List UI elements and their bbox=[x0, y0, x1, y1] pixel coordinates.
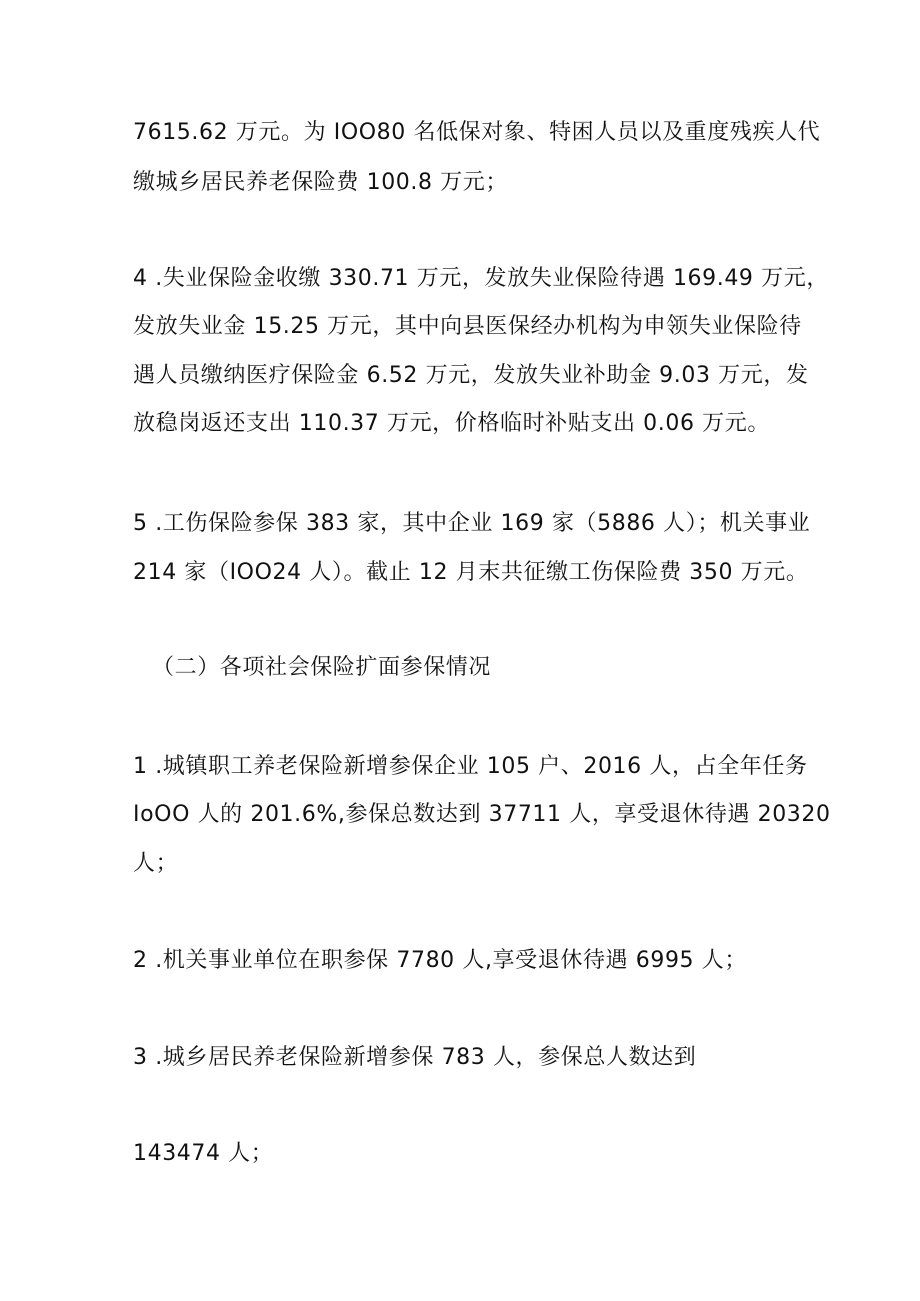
text-line: IoOO 人的 201.6%,参保总数达到 37711 人，享受退休待遇 20320 bbox=[133, 802, 831, 827]
text-line: 遇人员缴纳医疗保险金 6.52 万元，发放失业补助金 9.03 万元，发 bbox=[133, 363, 809, 388]
text-line: 4 .失业保险金收缴 330.71 万元，发放失业保险待遇 169.49 万元， bbox=[133, 266, 829, 291]
section-heading: （二）各项社会保险扩面参保情况 bbox=[152, 655, 492, 680]
text-line: 放稳岗返还支出 110.37 万元，价格临时补贴支出 0.06 万元。 bbox=[133, 411, 770, 436]
text-line: 2 .机关事业单位在职参保 7780 人,享受退休待遇 6995 人； bbox=[133, 948, 747, 973]
text-line: 人； bbox=[133, 851, 179, 876]
text-line: 143474 人； bbox=[133, 1141, 274, 1166]
text-line: 7615.62 万元。为 IOO80 名低保对象、特困人员以及重度残疾人代 bbox=[133, 120, 821, 145]
text-line: 缴城乡居民养老保险费 100.8 万元； bbox=[133, 170, 508, 195]
text-line: 3 .城乡居民养老保险新增参保 783 人，参保总人数达到 bbox=[133, 1045, 697, 1070]
text-line: 1 .城镇职工养老保险新增参保企业 105 户、2016 人，占全年任务 bbox=[133, 754, 808, 779]
text-line: 5 .工伤保险参保 383 家，其中企业 169 家（5886 人）；机关事业 bbox=[133, 511, 811, 536]
text-line: 发放失业金 15.25 万元，其中向县医保经办机构为申领失业保险待 bbox=[133, 314, 802, 339]
text-line: 214 家（IOO24 人）。截止 12 月末共征缴工伤保险费 350 万元。 bbox=[133, 560, 809, 585]
